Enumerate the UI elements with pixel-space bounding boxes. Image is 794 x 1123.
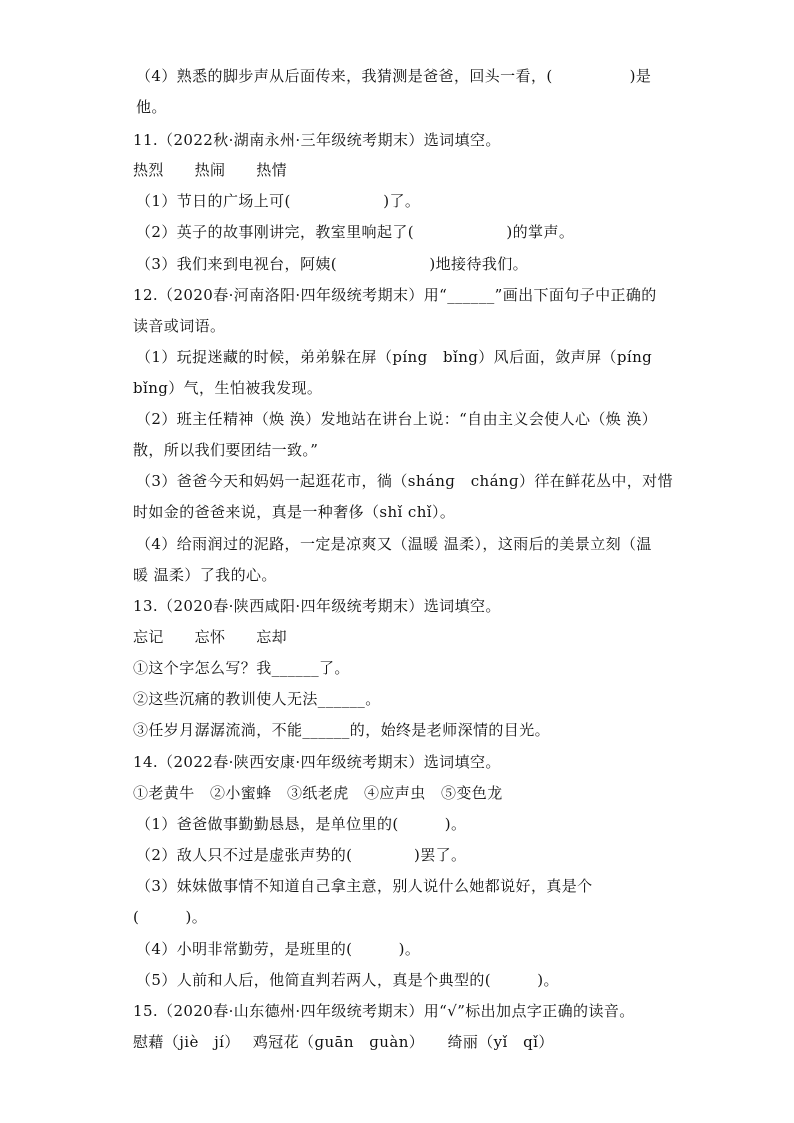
question-13-item-2: ②这些沉痛的教训使人无法______。 — [133, 690, 381, 708]
q10-item-4-line-1: （4）熟悉的脚步声从后面传来，我猜测是爸爸，回头一看，( )是 — [136, 67, 652, 85]
question-12-item-2-line-2: 散，所以我们要团结一致。” — [133, 441, 319, 459]
question-11-item-1: （1）节日的广场上可( )了。 — [136, 192, 421, 210]
question-14-item-3-line-1: （3）妹妹做事情不知道自己拿主意，别人说什么她都说好，真是个 — [136, 877, 593, 895]
question-11-word-options: 热烈 热闹 热情 — [133, 161, 288, 179]
question-13-heading: 13.（2020春·陕西咸阳·四年级统考期末）选词填空。 — [133, 597, 501, 615]
question-12-item-2-line-1: （2）班主任精神（焕 涣）发地站在讲台上说：“自由主义会使人心（焕 涣） — [136, 410, 658, 428]
question-13-word-options: 忘记 忘怀 忘却 — [133, 628, 288, 646]
question-13-item-1: ①这个字怎么写？我______了。 — [133, 659, 350, 677]
question-11-heading: 11.（2022秋·湖南永州·三年级统考期末）选词填空。 — [133, 131, 501, 149]
question-14-item-4: （4）小明非常勤劳，是班里的( )。 — [136, 940, 421, 958]
question-12-heading-cont: 读音或词语。 — [133, 317, 226, 335]
question-11-item-3: （3）我们来到电视台，阿姨( )地接待我们。 — [136, 255, 529, 273]
question-14-item-1: （1）爸爸做事勤勤恳恳，是单位里的( )。 — [136, 815, 467, 833]
question-12-item-4-line-1: （4）给雨润过的泥路，一定是凉爽又（温暖 温柔），这雨后的美景立刻（温 — [136, 535, 652, 553]
question-11-item-2: （2）英子的故事刚讲完，教室里响起了( )的掌声。 — [136, 223, 575, 241]
question-13-item-3: ③任岁月潺潺流淌，不能______的，始终是老师深情的目光。 — [133, 721, 551, 739]
question-12-item-3-line-1: （3）爸爸今天和妈妈一起逛花市，徜（shánɡ chánɡ）徉在鲜花丛中，对惜 — [136, 472, 673, 490]
question-14-word-options: ①老黄牛 ②小蜜蜂 ③纸老虎 ④应声虫 ⑤变色龙 — [133, 784, 503, 802]
question-12-item-1-line-2: bǐng）气，生怕被我发现。 — [133, 379, 323, 397]
question-14-item-3-line-2: ( )。 — [133, 908, 208, 926]
question-15-heading: 15.（2020春·山东德州·四年级统考期末）用“√”标出加点字正确的读音。 — [133, 1002, 635, 1020]
question-14-item-5: （5）人前和人后，他简直判若两人，真是个典型的( )。 — [136, 971, 559, 989]
question-14-heading: 14.（2022春·陕西安康·四年级统考期末）选词填空。 — [133, 753, 501, 771]
q10-item-4-line-2: 他。 — [136, 98, 167, 116]
question-12-item-1-line-1: （1）玩捉迷藏的时候，弟弟躲在屏（píng bǐng）风后面，敛声屏（píng — [136, 348, 653, 366]
question-15-items: 慰藉（jiè jí） 鸡冠花（ɡuān ɡuàn） 绮丽（yǐ qǐ） — [133, 1033, 554, 1051]
question-12-heading: 12.（2020春·河南洛阳·四年级统考期末）用“______”画出下面句子中正确的 — [133, 286, 657, 304]
question-14-item-2: （2）敌人只不过是虚张声势的( )罢了。 — [136, 846, 467, 864]
question-12-item-4-line-2: 暖 温柔）了我的心。 — [133, 566, 277, 584]
question-12-item-3-line-2: 时如金的爸爸来说，真是一种奢侈（shǐ chǐ）。 — [133, 503, 456, 521]
